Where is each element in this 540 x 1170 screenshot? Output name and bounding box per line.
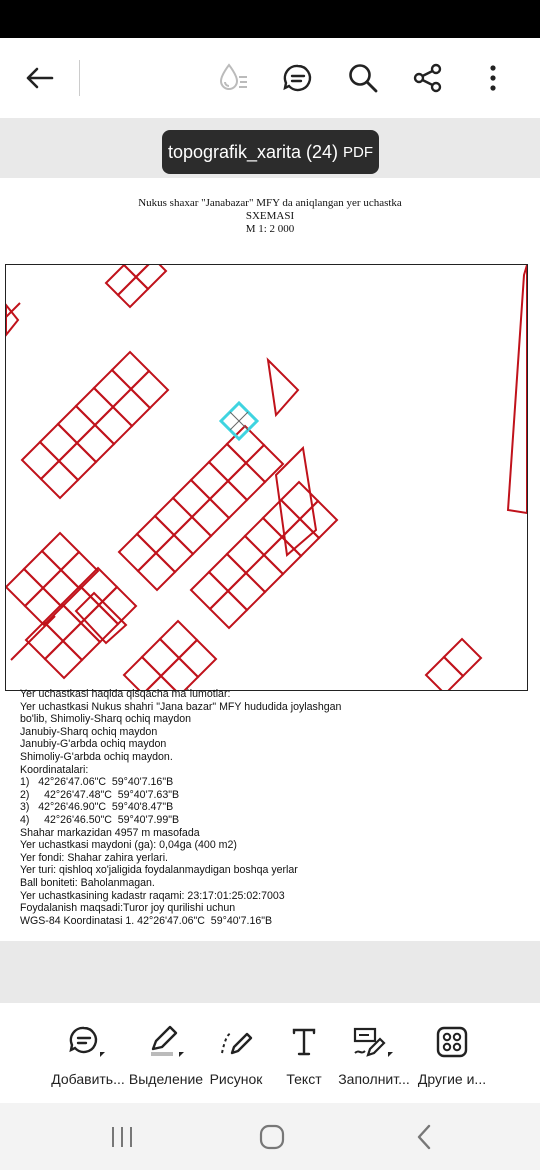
fill-sign-button[interactable] [329,1021,419,1087]
comments-icon[interactable] [280,60,316,96]
parcel-lot [11,638,33,660]
top-toolbar [0,38,540,119]
parcel-outline [508,265,527,513]
parcel-lot [95,407,132,444]
info-line: WGS-84 Koordinatasi 1. 42°26'47.06"C 59°40'7.16"B [20,914,273,927]
info-line: bo'lib, Shimoliy-Sharq ochiq maydon [20,713,192,726]
parcel-lot [106,265,136,295]
parcel-info [20,688,530,927]
parcel-lot [142,639,179,676]
parcel-lot [33,616,55,638]
parcel-lot [63,623,100,660]
parcel-lot [161,658,198,690]
info-line: Yer turi: qishloq xo'jaligida foydalanmaydigan boshqa yerlar [20,864,298,877]
header-line: Nukus shaxar "Janabazar" MFY da aniqlangan yer uchastka [138,197,402,209]
document-name: topografik_xarita (24) [167,141,339,162]
parcel-lot [25,588,62,625]
parcel-lot [80,568,117,605]
info-line: Yer fondi: Shahar zahira yerlari. [20,851,169,864]
parcel-lot [179,640,216,677]
add-comment-button[interactable] [43,1021,133,1087]
fill-sign-label: Заполнит... [338,1071,410,1087]
info-line: Yer uchastkasi Nukus shahri "Jana bazar" MFY hududida joylashgan [20,700,342,713]
read-aloud-icon[interactable] [215,60,251,96]
info-line: Janubiy-G'arbda ochiq maydon [20,738,167,751]
bottom-toolbar [0,1003,540,1103]
parcel-lot [22,442,59,479]
more-options-icon[interactable] [475,60,511,96]
parcel-lot [155,498,192,535]
info-line: Yer uchastkasining kadastr raqami: 23:17:01:25:02:7003 [20,889,285,902]
parcel-lot [174,517,211,554]
parcel-lot [209,444,246,481]
info-line: Yer uchastkasi maydoni (ga): 0,04ga (400 m2) [20,839,237,852]
highlight-label: Выделение [128,1071,204,1087]
parcel-lot [246,445,283,482]
home-icon[interactable] [252,1121,292,1153]
parcel-lot [210,591,247,628]
parcel-lot [59,443,96,480]
parcel-lot [24,551,61,588]
info-line: 3) 42°26'46.90"C 59°40'8.47"B [20,801,174,814]
parcel-lot [156,535,193,572]
parcel-lot [118,277,148,307]
nav-back-icon[interactable] [404,1121,444,1153]
parcel-lot [119,534,156,571]
back-arrow-icon[interactable] [21,60,57,96]
info-line: Shahar markazidan 4957 m masofada [20,826,200,839]
parcel-lot [209,554,246,591]
text-label: Текст [286,1071,322,1087]
info-line: 2) 42°26'47.48"C 59°40'7.63"B [20,788,180,801]
parcel-outline [76,593,126,643]
highlighter-icon [153,1027,176,1049]
parcel-lot [45,641,82,678]
pencil-icon [232,1034,251,1053]
parcel-lot [61,552,98,589]
parcel-lot [43,570,80,607]
parcel-lot [264,537,301,574]
parcel-lot [191,462,228,499]
parcel-map-drawing [6,265,527,690]
parcel-lot [77,425,114,462]
document-bottom-margin [0,941,540,1003]
recent-apps-icon[interactable] [102,1121,142,1153]
parcel-lot [124,657,161,690]
header-title: SXEMASI [245,210,295,222]
info-line: 1) 42°26'47.06"C 59°40'7.16"B [20,776,174,789]
search-icon[interactable] [345,60,381,96]
parcel-scheme-map [5,264,528,691]
parcel-lot [99,587,136,624]
parcel-lot [138,553,175,590]
parcel-lot [245,518,282,555]
parcel-lot [282,519,319,556]
parcel-lot [6,569,43,606]
parcel-lot [62,586,99,623]
parcel-lot [173,480,210,517]
parcel-lot [131,371,168,408]
parcel-outline [268,360,298,415]
parcel-lot [41,461,78,498]
status-bar [0,0,540,38]
system-nav-bar [0,1103,540,1170]
info-line: Ball boniteti: Baholanmagan. [20,876,155,889]
parcel-lot [228,573,265,610]
draw-label: Рисунок [209,1071,263,1087]
parcel-lot [246,555,283,592]
parcel-lot [137,516,174,553]
comment-icon [71,1028,96,1052]
share-icon[interactable] [410,60,446,96]
grid-icon [438,1028,466,1056]
toolbar-divider [79,60,80,96]
parcel-lot [192,499,229,536]
add-comment-label: Добавить... [51,1071,125,1087]
info-line: Foydalanish maqsadi:Turor joy qurilishi uchun [20,902,236,915]
info-line: Yer uchastkasi haqida qisqacha ma`lumotlar: [20,688,231,700]
parcel-lot [426,657,463,690]
info-line: 4) 42°26'46.50"C 59°40'7.99"B [20,813,180,826]
parcel-lot [113,389,150,426]
parcel-lot [76,388,113,425]
parcel-lot [191,572,228,609]
parcel-lot [94,370,131,407]
parcel-lot [42,533,79,570]
document-title-badge [162,130,379,174]
more-tools-label: Другие и... [417,1071,487,1087]
info-line: Shimoliy-G'arbda ochiq maydon. [20,750,173,763]
parcel-lot [227,536,264,573]
parcel-lot [40,424,77,461]
parcel-lot [112,352,149,389]
more-tools-button[interactable] [407,1021,497,1087]
text-tool-icon [294,1030,314,1054]
parcel-lot [210,481,247,518]
header-scale: M 1: 2 000 [245,223,295,235]
parcel-lot [136,265,166,289]
parcel-lot [58,406,95,443]
parcel-lot [300,501,337,538]
info-line: Koordinatalari: [20,763,89,776]
parcel-outline [6,305,18,335]
info-line: Janubiy-Sharq ochiq maydon [20,725,158,738]
document-header [0,197,540,236]
parcel-lot [228,463,265,500]
parcel-lot [444,639,481,676]
parcel-lot [160,621,197,658]
document-extension: PDF [343,143,374,161]
